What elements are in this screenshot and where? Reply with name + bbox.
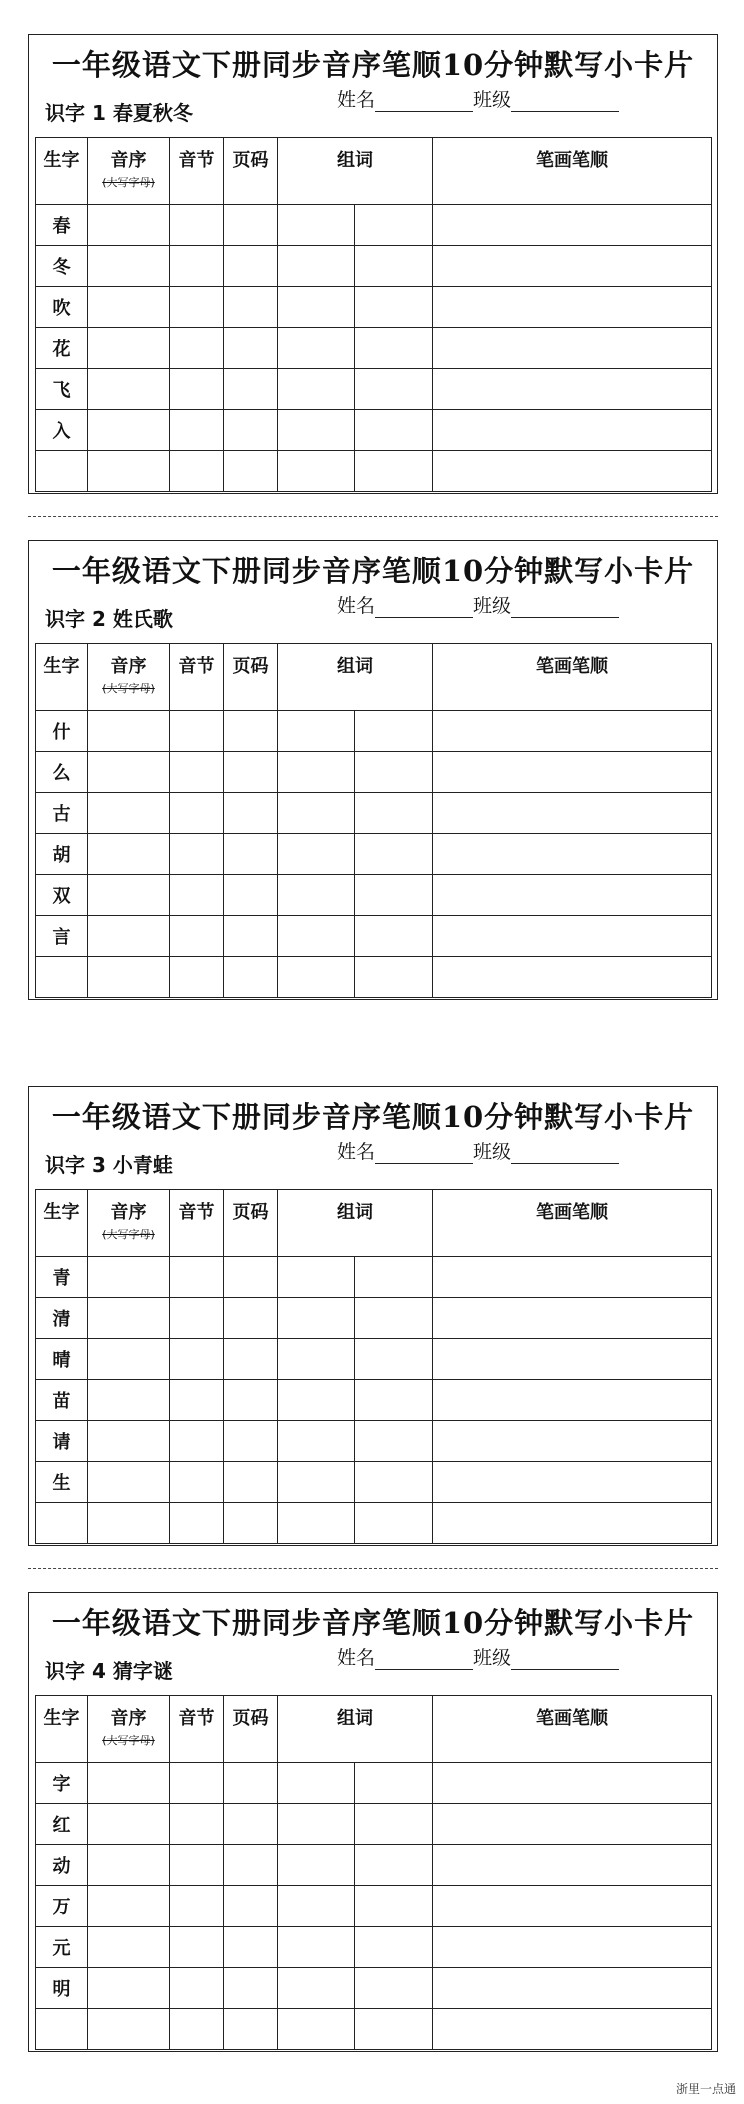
character-cell: 动 xyxy=(36,1845,88,1886)
stroke-order-answer-cell[interactable] xyxy=(433,246,712,287)
table-row xyxy=(36,1503,712,1544)
name-input-line[interactable] xyxy=(375,597,473,618)
page-answer-cell[interactable] xyxy=(224,410,278,451)
table-header-row xyxy=(36,138,712,205)
word-answer-cell[interactable] xyxy=(355,1763,433,1804)
header-order xyxy=(88,1696,170,1763)
page-answer-cell[interactable] xyxy=(224,1257,278,1298)
table-row xyxy=(36,1886,712,1927)
page-answer-cell[interactable] xyxy=(224,369,278,410)
header-order-note: (大写字母) xyxy=(102,176,155,189)
page-answer-cell[interactable] xyxy=(224,2009,278,2050)
table-row xyxy=(36,1339,712,1380)
stroke-order-answer-cell[interactable] xyxy=(433,1503,712,1544)
order-answer-cell[interactable] xyxy=(88,451,170,492)
syllable-answer-cell[interactable] xyxy=(170,451,224,492)
order-answer-cell[interactable] xyxy=(88,1927,170,1968)
header-strokes: 笔画笔顺 xyxy=(433,1190,712,1257)
syllable-answer-cell[interactable] xyxy=(170,2009,224,2050)
header-order-note: (大写字母) xyxy=(102,1228,155,1241)
header-char: 生字 xyxy=(36,1190,88,1257)
page-answer-cell[interactable] xyxy=(224,711,278,752)
syllable-answer-cell[interactable] xyxy=(170,1763,224,1804)
table-row xyxy=(36,1804,712,1845)
character-cell: 言 xyxy=(36,916,88,957)
table-header-row xyxy=(36,644,712,711)
header-order xyxy=(88,644,170,711)
word-answer-cell[interactable] xyxy=(355,1503,433,1544)
order-answer-cell[interactable] xyxy=(88,793,170,834)
character-cell: 入 xyxy=(36,410,88,451)
character-cell: 冬 xyxy=(36,246,88,287)
word-answer-cell[interactable] xyxy=(355,834,433,875)
word-answer-cell[interactable] xyxy=(278,1927,355,1968)
card-title: 一年级语文下册同步音序笔顺10分钟默写小卡片 xyxy=(51,1606,695,1640)
stroke-order-answer-cell[interactable] xyxy=(433,1886,712,1927)
page-answer-cell[interactable] xyxy=(224,1968,278,2009)
header-syllable: 音节 xyxy=(170,644,224,711)
character-cell: 万 xyxy=(36,1886,88,1927)
word-answer-cell[interactable] xyxy=(278,711,355,752)
character-cell: 胡 xyxy=(36,834,88,875)
order-answer-cell[interactable] xyxy=(88,1968,170,2009)
table-row xyxy=(36,875,712,916)
syllable-answer-cell[interactable] xyxy=(170,205,224,246)
table-header-row xyxy=(36,1190,712,1257)
class-input-line[interactable] xyxy=(511,1649,619,1670)
word-answer-cell[interactable] xyxy=(278,1503,355,1544)
syllable-answer-cell[interactable] xyxy=(170,916,224,957)
page-answer-cell[interactable] xyxy=(224,875,278,916)
header-order-label: 音序 xyxy=(110,150,147,171)
word-answer-cell[interactable] xyxy=(355,1845,433,1886)
character-cell: 什 xyxy=(36,711,88,752)
syllable-answer-cell[interactable] xyxy=(170,1339,224,1380)
character-cell: 字 xyxy=(36,1763,88,1804)
order-answer-cell[interactable] xyxy=(88,369,170,410)
header-words: 组词 xyxy=(278,1696,433,1763)
student-info-fields xyxy=(337,591,619,618)
character-cell xyxy=(36,1503,88,1544)
word-answer-cell[interactable] xyxy=(278,957,355,998)
dictation-table xyxy=(35,1189,712,1544)
header-order xyxy=(88,1190,170,1257)
word-answer-cell[interactable] xyxy=(355,916,433,957)
stroke-order-answer-cell[interactable] xyxy=(433,369,712,410)
dictation-card xyxy=(28,1086,718,1546)
stroke-order-answer-cell[interactable] xyxy=(433,957,712,998)
table-header-row xyxy=(36,1696,712,1763)
syllable-answer-cell[interactable] xyxy=(170,246,224,287)
order-answer-cell[interactable] xyxy=(88,410,170,451)
header-order-label: 音序 xyxy=(110,1708,147,1729)
header-char: 生字 xyxy=(36,1696,88,1763)
stroke-order-answer-cell[interactable] xyxy=(433,205,712,246)
header-syllable: 音节 xyxy=(170,1696,224,1763)
stroke-order-answer-cell[interactable] xyxy=(433,1380,712,1421)
student-info-fields xyxy=(337,85,619,112)
order-answer-cell[interactable] xyxy=(88,328,170,369)
word-answer-cell[interactable] xyxy=(278,246,355,287)
page-answer-cell[interactable] xyxy=(224,916,278,957)
syllable-answer-cell[interactable] xyxy=(170,287,224,328)
word-answer-cell[interactable] xyxy=(355,1886,433,1927)
table-row xyxy=(36,1380,712,1421)
syllable-answer-cell[interactable] xyxy=(170,834,224,875)
stroke-order-answer-cell[interactable] xyxy=(433,1763,712,1804)
character-cell: 青 xyxy=(36,1257,88,1298)
syllable-answer-cell[interactable] xyxy=(170,410,224,451)
order-answer-cell[interactable] xyxy=(88,711,170,752)
stroke-order-answer-cell[interactable] xyxy=(433,328,712,369)
header-strokes: 笔画笔顺 xyxy=(433,138,712,205)
character-cell: 春 xyxy=(36,205,88,246)
word-answer-cell[interactable] xyxy=(355,1380,433,1421)
header-page: 页码 xyxy=(224,1190,278,1257)
word-answer-cell[interactable] xyxy=(355,2009,433,2050)
card-title: 一年级语文下册同步音序笔顺10分钟默写小卡片 xyxy=(51,1100,695,1134)
table-row xyxy=(36,451,712,492)
word-answer-cell[interactable] xyxy=(355,246,433,287)
character-cell: 晴 xyxy=(36,1339,88,1380)
stroke-order-answer-cell[interactable] xyxy=(433,2009,712,2050)
character-cell: 清 xyxy=(36,1298,88,1339)
word-answer-cell[interactable] xyxy=(278,1339,355,1380)
header-strokes: 笔画笔顺 xyxy=(433,644,712,711)
character-cell: 明 xyxy=(36,1968,88,2009)
page-answer-cell[interactable] xyxy=(224,1927,278,1968)
dictation-table xyxy=(35,137,712,492)
word-answer-cell[interactable] xyxy=(278,369,355,410)
word-answer-cell[interactable] xyxy=(355,1927,433,1968)
card-title: 一年级语文下册同步音序笔顺10分钟默写小卡片 xyxy=(51,48,695,82)
word-answer-cell[interactable] xyxy=(278,1804,355,1845)
page-answer-cell[interactable] xyxy=(224,246,278,287)
character-cell: 请 xyxy=(36,1421,88,1462)
page-answer-cell[interactable] xyxy=(224,752,278,793)
word-answer-cell[interactable] xyxy=(355,711,433,752)
word-answer-cell[interactable] xyxy=(355,1421,433,1462)
page-answer-cell[interactable] xyxy=(224,1462,278,1503)
syllable-answer-cell[interactable] xyxy=(170,1804,224,1845)
word-answer-cell[interactable] xyxy=(278,1462,355,1503)
stroke-order-answer-cell[interactable] xyxy=(433,451,712,492)
stroke-order-answer-cell[interactable] xyxy=(433,1298,712,1339)
order-answer-cell[interactable] xyxy=(88,1421,170,1462)
page-answer-cell[interactable] xyxy=(224,451,278,492)
stroke-order-answer-cell[interactable] xyxy=(433,410,712,451)
page-answer-cell[interactable] xyxy=(224,287,278,328)
header-syllable: 音节 xyxy=(170,138,224,205)
character-cell: 古 xyxy=(36,793,88,834)
page-answer-cell[interactable] xyxy=(224,1804,278,1845)
class-label: 班级 xyxy=(473,89,512,111)
stroke-order-answer-cell[interactable] xyxy=(433,1257,712,1298)
word-answer-cell[interactable] xyxy=(278,410,355,451)
order-answer-cell[interactable] xyxy=(88,2009,170,2050)
order-answer-cell[interactable] xyxy=(88,1257,170,1298)
lesson-title: 识字 1 春夏秋冬 xyxy=(45,101,193,125)
word-answer-cell[interactable] xyxy=(355,205,433,246)
page-answer-cell[interactable] xyxy=(224,1763,278,1804)
word-answer-cell[interactable] xyxy=(355,793,433,834)
word-answer-cell[interactable] xyxy=(355,957,433,998)
syllable-answer-cell[interactable] xyxy=(170,1927,224,1968)
word-answer-cell[interactable] xyxy=(278,287,355,328)
word-answer-cell[interactable] xyxy=(278,2009,355,2050)
table-row xyxy=(36,246,712,287)
word-answer-cell[interactable] xyxy=(355,410,433,451)
name-label: 姓名 xyxy=(337,89,376,111)
word-answer-cell[interactable] xyxy=(355,752,433,793)
stroke-order-answer-cell[interactable] xyxy=(433,834,712,875)
word-answer-cell[interactable] xyxy=(278,752,355,793)
order-answer-cell[interactable] xyxy=(88,752,170,793)
dictation-card xyxy=(28,1592,718,2052)
stroke-order-answer-cell[interactable] xyxy=(433,1804,712,1845)
lesson-title: 识字 3 小青蛙 xyxy=(45,1153,173,1177)
word-answer-cell[interactable] xyxy=(278,1968,355,2009)
word-answer-cell[interactable] xyxy=(278,916,355,957)
character-cell xyxy=(36,2009,88,2050)
table-row xyxy=(36,410,712,451)
table-row xyxy=(36,1462,712,1503)
header-words: 组词 xyxy=(278,138,433,205)
lesson-title: 识字 2 姓氏歌 xyxy=(45,607,173,631)
page-answer-cell[interactable] xyxy=(224,793,278,834)
class-label: 班级 xyxy=(473,1647,512,1669)
order-answer-cell[interactable] xyxy=(88,246,170,287)
character-cell: 么 xyxy=(36,752,88,793)
order-answer-cell[interactable] xyxy=(88,1845,170,1886)
stroke-order-answer-cell[interactable] xyxy=(433,1462,712,1503)
word-answer-cell[interactable] xyxy=(355,287,433,328)
header-page: 页码 xyxy=(224,138,278,205)
stroke-order-answer-cell[interactable] xyxy=(433,1968,712,2009)
syllable-answer-cell[interactable] xyxy=(170,752,224,793)
order-answer-cell[interactable] xyxy=(88,916,170,957)
header-page: 页码 xyxy=(224,644,278,711)
syllable-answer-cell[interactable] xyxy=(170,1968,224,2009)
table-row xyxy=(36,328,712,369)
word-answer-cell[interactable] xyxy=(278,451,355,492)
character-cell: 吹 xyxy=(36,287,88,328)
dictation-table xyxy=(35,1695,712,2050)
dictation-card xyxy=(28,34,718,494)
header-strokes: 笔画笔顺 xyxy=(433,1696,712,1763)
table-row xyxy=(36,205,712,246)
cut-line-divider xyxy=(28,516,718,517)
class-input-line[interactable] xyxy=(511,91,619,112)
order-answer-cell[interactable] xyxy=(88,287,170,328)
table-row xyxy=(36,1845,712,1886)
name-input-line[interactable] xyxy=(375,1649,473,1670)
table-row xyxy=(36,957,712,998)
page-answer-cell[interactable] xyxy=(224,328,278,369)
table-row xyxy=(36,793,712,834)
header-char: 生字 xyxy=(36,644,88,711)
header-syllable: 音节 xyxy=(170,1190,224,1257)
character-cell: 元 xyxy=(36,1927,88,1968)
table-row xyxy=(36,752,712,793)
order-answer-cell[interactable] xyxy=(88,1763,170,1804)
syllable-answer-cell[interactable] xyxy=(170,1421,224,1462)
page-answer-cell[interactable] xyxy=(224,1845,278,1886)
character-cell xyxy=(36,451,88,492)
page-answer-cell[interactable] xyxy=(224,1886,278,1927)
order-answer-cell[interactable] xyxy=(88,834,170,875)
character-cell: 双 xyxy=(36,875,88,916)
syllable-answer-cell[interactable] xyxy=(170,1462,224,1503)
name-input-line[interactable] xyxy=(375,91,473,112)
word-answer-cell[interactable] xyxy=(278,834,355,875)
word-answer-cell[interactable] xyxy=(355,451,433,492)
header-order-note: (大写字母) xyxy=(102,1734,155,1747)
word-answer-cell[interactable] xyxy=(278,793,355,834)
word-answer-cell[interactable] xyxy=(355,1339,433,1380)
stroke-order-answer-cell[interactable] xyxy=(433,1421,712,1462)
table-row xyxy=(36,287,712,328)
table-row xyxy=(36,1421,712,1462)
character-cell: 苗 xyxy=(36,1380,88,1421)
syllable-answer-cell[interactable] xyxy=(170,1886,224,1927)
word-answer-cell[interactable] xyxy=(278,1421,355,1462)
order-answer-cell[interactable] xyxy=(88,875,170,916)
page-answer-cell[interactable] xyxy=(224,1421,278,1462)
order-answer-cell[interactable] xyxy=(88,1886,170,1927)
student-info-fields xyxy=(337,1137,619,1164)
word-answer-cell[interactable] xyxy=(278,1886,355,1927)
order-answer-cell[interactable] xyxy=(88,957,170,998)
page-answer-cell[interactable] xyxy=(224,1380,278,1421)
word-answer-cell[interactable] xyxy=(278,875,355,916)
word-answer-cell[interactable] xyxy=(355,1462,433,1503)
syllable-answer-cell[interactable] xyxy=(170,369,224,410)
character-cell: 飞 xyxy=(36,369,88,410)
header-order xyxy=(88,138,170,205)
header-words: 组词 xyxy=(278,644,433,711)
syllable-answer-cell[interactable] xyxy=(170,1298,224,1339)
character-cell: 生 xyxy=(36,1462,88,1503)
order-answer-cell[interactable] xyxy=(88,1380,170,1421)
class-input-line[interactable] xyxy=(511,1143,619,1164)
page-answer-cell[interactable] xyxy=(224,957,278,998)
table-row xyxy=(36,2009,712,2050)
word-answer-cell[interactable] xyxy=(355,1298,433,1339)
class-label: 班级 xyxy=(473,595,512,617)
stroke-order-answer-cell[interactable] xyxy=(433,916,712,957)
stroke-order-answer-cell[interactable] xyxy=(433,875,712,916)
table-row xyxy=(36,1763,712,1804)
page-answer-cell[interactable] xyxy=(224,1298,278,1339)
header-words: 组词 xyxy=(278,1190,433,1257)
footer-watermark: 浙里一点通 xyxy=(675,2082,736,2096)
order-answer-cell[interactable] xyxy=(88,1462,170,1503)
header-order-note: (大写字母) xyxy=(102,682,155,695)
class-input-line[interactable] xyxy=(511,597,619,618)
syllable-answer-cell[interactable] xyxy=(170,957,224,998)
header-char: 生字 xyxy=(36,138,88,205)
name-label: 姓名 xyxy=(337,1647,376,1669)
student-info-fields xyxy=(337,1643,619,1670)
syllable-answer-cell[interactable] xyxy=(170,1380,224,1421)
word-answer-cell[interactable] xyxy=(355,328,433,369)
page-answer-cell[interactable] xyxy=(224,1339,278,1380)
stroke-order-answer-cell[interactable] xyxy=(433,793,712,834)
word-answer-cell[interactable] xyxy=(278,1298,355,1339)
word-answer-cell[interactable] xyxy=(278,1257,355,1298)
syllable-answer-cell[interactable] xyxy=(170,711,224,752)
syllable-answer-cell[interactable] xyxy=(170,793,224,834)
page-answer-cell[interactable] xyxy=(224,1503,278,1544)
syllable-answer-cell[interactable] xyxy=(170,1845,224,1886)
stroke-order-answer-cell[interactable] xyxy=(433,752,712,793)
name-label: 姓名 xyxy=(337,595,376,617)
stroke-order-answer-cell[interactable] xyxy=(433,1845,712,1886)
class-label: 班级 xyxy=(473,1141,512,1163)
name-label: 姓名 xyxy=(337,1141,376,1163)
header-page: 页码 xyxy=(224,1696,278,1763)
syllable-answer-cell[interactable] xyxy=(170,1257,224,1298)
table-row xyxy=(36,834,712,875)
dictation-card xyxy=(28,540,718,1000)
word-answer-cell[interactable] xyxy=(278,328,355,369)
card-title: 一年级语文下册同步音序笔顺10分钟默写小卡片 xyxy=(51,554,695,588)
word-answer-cell[interactable] xyxy=(355,875,433,916)
word-answer-cell[interactable] xyxy=(355,369,433,410)
syllable-answer-cell[interactable] xyxy=(170,1503,224,1544)
stroke-order-answer-cell[interactable] xyxy=(433,1927,712,1968)
table-row xyxy=(36,916,712,957)
cut-line-divider xyxy=(28,1568,718,1569)
character-cell: 红 xyxy=(36,1804,88,1845)
page-answer-cell[interactable] xyxy=(224,205,278,246)
table-row xyxy=(36,711,712,752)
order-answer-cell[interactable] xyxy=(88,1298,170,1339)
dictation-table xyxy=(35,643,712,998)
syllable-answer-cell[interactable] xyxy=(170,328,224,369)
stroke-order-answer-cell[interactable] xyxy=(433,287,712,328)
page-answer-cell[interactable] xyxy=(224,834,278,875)
word-answer-cell[interactable] xyxy=(278,205,355,246)
order-answer-cell[interactable] xyxy=(88,1804,170,1845)
header-order-label: 音序 xyxy=(110,1202,147,1223)
table-row xyxy=(36,1257,712,1298)
word-answer-cell[interactable] xyxy=(355,1804,433,1845)
table-row xyxy=(36,1298,712,1339)
order-answer-cell[interactable] xyxy=(88,1339,170,1380)
word-answer-cell[interactable] xyxy=(355,1257,433,1298)
order-answer-cell[interactable] xyxy=(88,205,170,246)
word-answer-cell[interactable] xyxy=(278,1380,355,1421)
stroke-order-answer-cell[interactable] xyxy=(433,711,712,752)
word-answer-cell[interactable] xyxy=(355,1968,433,2009)
table-row xyxy=(36,369,712,410)
order-answer-cell[interactable] xyxy=(88,1503,170,1544)
word-answer-cell[interactable] xyxy=(278,1763,355,1804)
lesson-title: 识字 4 猜字谜 xyxy=(45,1659,173,1683)
stroke-order-answer-cell[interactable] xyxy=(433,1339,712,1380)
name-input-line[interactable] xyxy=(375,1143,473,1164)
character-cell xyxy=(36,957,88,998)
word-answer-cell[interactable] xyxy=(278,1845,355,1886)
syllable-answer-cell[interactable] xyxy=(170,875,224,916)
header-order-label: 音序 xyxy=(110,656,147,677)
character-cell: 花 xyxy=(36,328,88,369)
table-row xyxy=(36,1927,712,1968)
table-row xyxy=(36,1968,712,2009)
